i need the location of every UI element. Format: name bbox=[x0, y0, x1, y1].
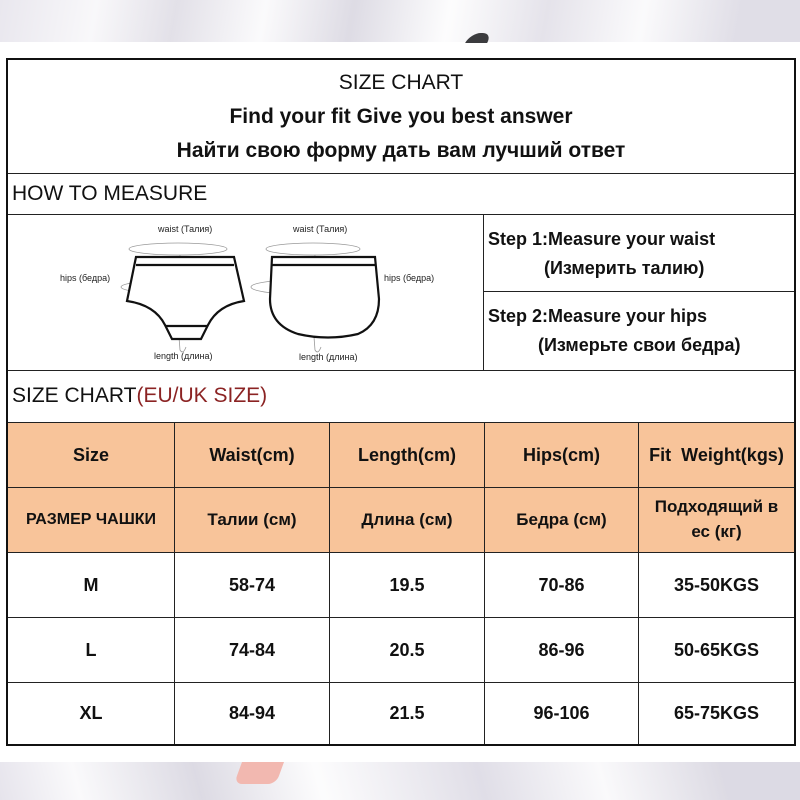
size-table bbox=[8, 422, 794, 744]
measure-section bbox=[8, 215, 794, 370]
cell-size: XL bbox=[8, 683, 175, 744]
table-row bbox=[8, 617, 794, 682]
size-chart-header bbox=[8, 370, 794, 422]
step-2-ru: (Измерьте свои бедра) bbox=[538, 335, 741, 355]
step-1 bbox=[484, 215, 794, 292]
cell-hips: 86-96 bbox=[485, 618, 639, 682]
table-header-en bbox=[8, 422, 794, 487]
fabric-detail-pink bbox=[234, 762, 284, 784]
col-header-waist-ru: Талии (см) bbox=[175, 488, 330, 552]
size-chart-label bbox=[12, 384, 267, 408]
page-title: SIZE CHART bbox=[338, 71, 464, 94]
col-header-length: Length(cm) bbox=[330, 423, 485, 487]
cell-weight: 35-50KGS bbox=[673, 574, 760, 595]
cell-length: 20.5 bbox=[330, 618, 485, 682]
cell-waist: 84-94 bbox=[175, 683, 330, 744]
cell-waist: 58-74 bbox=[175, 553, 330, 617]
how-to-measure-label: HOW TO MEASURE bbox=[12, 182, 208, 205]
measure-steps bbox=[484, 215, 794, 370]
cell-length: 21.5 bbox=[330, 683, 485, 744]
step-2 bbox=[484, 292, 794, 370]
col-header-weight: Fit Weight(kgs) bbox=[649, 444, 784, 465]
cell-size: L bbox=[8, 618, 175, 682]
step-2-en: Step 2:Measure your hips bbox=[488, 306, 708, 326]
fabric-detail bbox=[465, 33, 493, 43]
subtitle-en: Find your fit Give you best answer bbox=[229, 105, 573, 128]
step-1-ru: (Измерить талию) bbox=[544, 258, 705, 278]
back-waist-label: waist (Талия) bbox=[293, 224, 348, 234]
background-fabric-bottom bbox=[0, 762, 800, 800]
step-1-en: Step 1:Measure your waist bbox=[488, 229, 716, 249]
cell-weight: 65-75KGS bbox=[673, 703, 760, 724]
size-chart-label-main: SIZE CHART bbox=[12, 384, 137, 407]
back-length-label: length (длина) bbox=[299, 352, 358, 362]
cell-waist: 74-84 bbox=[175, 618, 330, 682]
col-header-waist: Waist(cm) bbox=[175, 423, 330, 487]
size-chart-sheet bbox=[6, 58, 796, 746]
col-header-length-ru: Длина (см) bbox=[330, 488, 485, 552]
cell-weight: 50-65KGS bbox=[673, 639, 760, 660]
measurement-diagram bbox=[8, 215, 484, 370]
panties-diagram-icon bbox=[8, 215, 484, 370]
front-hips-label: hips (бедра) bbox=[60, 273, 111, 283]
col-header-weight-ru: Подходящий в ес (кг) bbox=[654, 497, 779, 541]
how-to-measure-header bbox=[8, 174, 794, 215]
size-chart-label-accent: (EU/UK SIZE) bbox=[136, 384, 268, 407]
col-header-size-ru: РАЗМЕР ЧАШКИ bbox=[8, 488, 175, 552]
cell-length: 19.5 bbox=[330, 553, 485, 617]
subtitle-ru: Найти свою форму дать вам лучший ответ bbox=[176, 139, 626, 162]
cell-hips: 96-106 bbox=[485, 683, 639, 744]
title-block bbox=[8, 60, 794, 174]
background-fabric-top bbox=[0, 0, 800, 42]
col-header-size: Size bbox=[8, 423, 175, 487]
table-header-ru bbox=[8, 487, 794, 552]
table-row bbox=[8, 552, 794, 617]
front-waist-label: waist (Талия) bbox=[158, 224, 213, 234]
front-length-label: length (длина) bbox=[154, 351, 213, 361]
table-row bbox=[8, 682, 794, 744]
cell-size: M bbox=[8, 553, 175, 617]
back-hips-label: hips (бедра) bbox=[384, 273, 435, 283]
cell-hips: 70-86 bbox=[485, 553, 639, 617]
col-header-hips: Hips(cm) bbox=[485, 423, 639, 487]
col-header-hips-ru: Бедра (см) bbox=[485, 488, 639, 552]
